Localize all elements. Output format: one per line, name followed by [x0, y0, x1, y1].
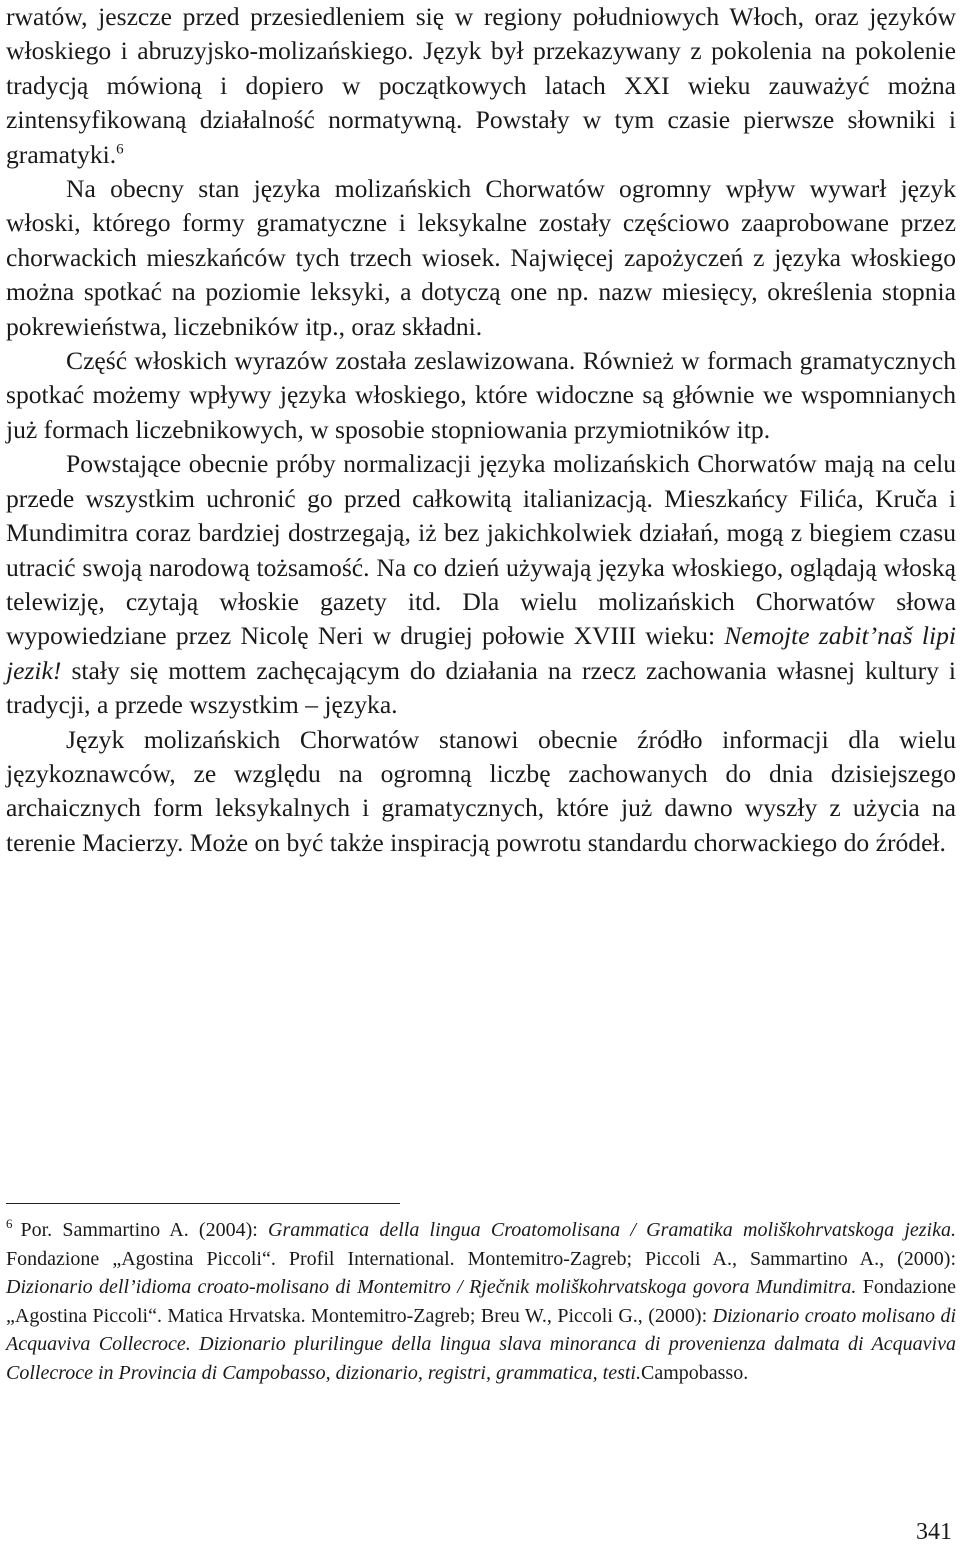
paragraph-4-text-a: Powstające obecnie próby normalizacji języka molizańskich Chorwatów mają na celu przede wszystkim uchronić go przed całkowitą italianizacją. Mieszkańcy Filića, Kruča i Mundimitra coraz bardziej dostrzegają, iż bez jakichkolwiek działań, mogą z biegiem czasu utracić swoją narodową tożsamość. Na co dzień używają języka włoskiego, oglądają włoską telewizję, czytają włoskie gazety itd. Dla wielu molizańskich Chorwatów słowa wypowiedziane przez Nicolę Neri w drugiej połowie XVIII wieku: [6, 449, 956, 651]
paragraph-2: Na obecny stan języka molizańskich Chorwatów ogromny wpływ wywarł język włoski, którego formy gramatyczne i leksykalne zostały częściowo zaaprobowane przez chorwackich mieszkańców tych trzech wiosek. Najwięcej zapożyczeń z języka włoskiego można spotkać na poziomie leksyki, a dotyczą one np. nazw miesięcy, określenia stopnia pokrewieństwa, liczebników itp., oraz składni. [6, 174, 956, 341]
footnote-separator [6, 1203, 400, 1204]
paragraph-5: Język molizańskich Chorwatów stanowi obecnie źródło informacji dla wielu językoznawców, ze względu na ogromną liczbę zachowanych do dnia dzisiejszego archaicznych form leksykalnych i gramatycznych, które już dawno wyszły z użycia na terenie Macierzy. Może on być także inspiracją powrotu standardu chorwackiego do źródeł. [6, 724, 956, 857]
paragraph-4 [6, 447, 956, 722]
footnote-title-3: Dizionario croato molisano di Acquaviva Collecroce. Dizionario plurilingue della lingua slava minoranca di provenienza dalmata di Acquaviva Collecroce in Provincia di Campobasso, dizionario, registri, grammatica, testi. [6, 1304, 957, 1384]
footnote-number: 6 [6, 1216, 13, 1232]
main-text [6, 0, 956, 860]
footnote-title-2: Dizionario dell’idioma croato-molisano di Montemitro / Rječnik moliškohrvatskoga govora Mundimitra. [6, 1276, 857, 1298]
paragraph-3: Część włoskich wyrazów została zeslawizowana. Również w formach gramatycznych spotkać możemy wpływy języka włoskiego, które widoczne są głównie we wspomnianych już formach liczebnikowych, w sposobie stopniowania przymiotników itp. [6, 346, 956, 444]
paragraph-1-text: rwatów, jeszcze przed przesiedleniem się w regiony południowych Włoch, oraz języków włoskiego i abruzyjsko-molizańskiego. Język był przekazywany z pokolenia na pokolenie tradycją mówioną i dopiero w początkowych latach XXI wieku zauważyć można zintensyfikowaną działalność normatywną. Powstały w tym czasie pierwsze słowniki i gramatyki. [6, 2, 956, 169]
footnote-text-3: Fondazione „Agostina Piccoli“. Matica Hrvatska. Montemitro-Zagreb; Breu W., Piccoli G., (2000): [6, 1276, 957, 1327]
footnote-text-2: Fondazione „Agostina Piccoli“. Profil International. Montemitro-Zagreb; Piccoli A., Sammartino A., (2000): [6, 1247, 956, 1270]
footnote [6, 1216, 956, 1387]
footnote-text-4: Campobasso. [640, 1361, 749, 1384]
paragraph-1 [6, 0, 956, 172]
paragraph-4-text-b: stały się mottem zachęcającym do działania na rzecz zachowania własnej kultury i tradycji, a przede wszystkim – języka. [6, 655, 957, 720]
paragraph-4-quote: Nemojte zabit’naš lipi jezik! [6, 621, 956, 685]
footnote-reference: 6 [116, 141, 124, 158]
footnote-text-1: Por. Sammartino A. (2004): [20, 1219, 258, 1241]
page-number: 341 [916, 1519, 952, 1545]
footnote-title-1: Grammatica della lingua Croatomolisana / Gramatika moliškohrvatskoga jezika. [268, 1219, 956, 1241]
